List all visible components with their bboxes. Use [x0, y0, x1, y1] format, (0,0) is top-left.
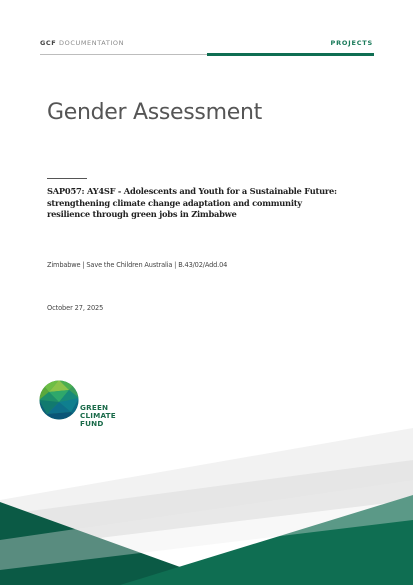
document-subtitle: SAP057: AY4SF - Adolescents and Youth for a Sustainable Future: strengthening climate change adaptation and community resilience through green jobs in Zimbabwe [47, 186, 337, 219]
document-date: October 27, 2025 [47, 304, 104, 312]
header-documentation-label [40, 39, 124, 47]
decorative-bottom-band [0, 420, 413, 585]
header-category: DOCUMENTATION [59, 39, 125, 47]
header-brand: GCF [40, 39, 57, 47]
document-title: Gender Assessment [47, 100, 262, 125]
title-separator [47, 178, 87, 179]
header-divider-green [207, 53, 374, 56]
document-meta: Zimbabwe | Save the Children Australia | B.43/02/Add.04 [47, 261, 228, 269]
header-divider-grey [40, 54, 207, 55]
logo-line-2: CLIMATE [80, 411, 116, 421]
green-climate-fund-globe-icon [39, 380, 79, 420]
header-projects-label: PROJECTS [330, 39, 373, 47]
logo-line-1: GREEN [80, 403, 109, 412]
logo-line-3: FUND [80, 419, 104, 429]
